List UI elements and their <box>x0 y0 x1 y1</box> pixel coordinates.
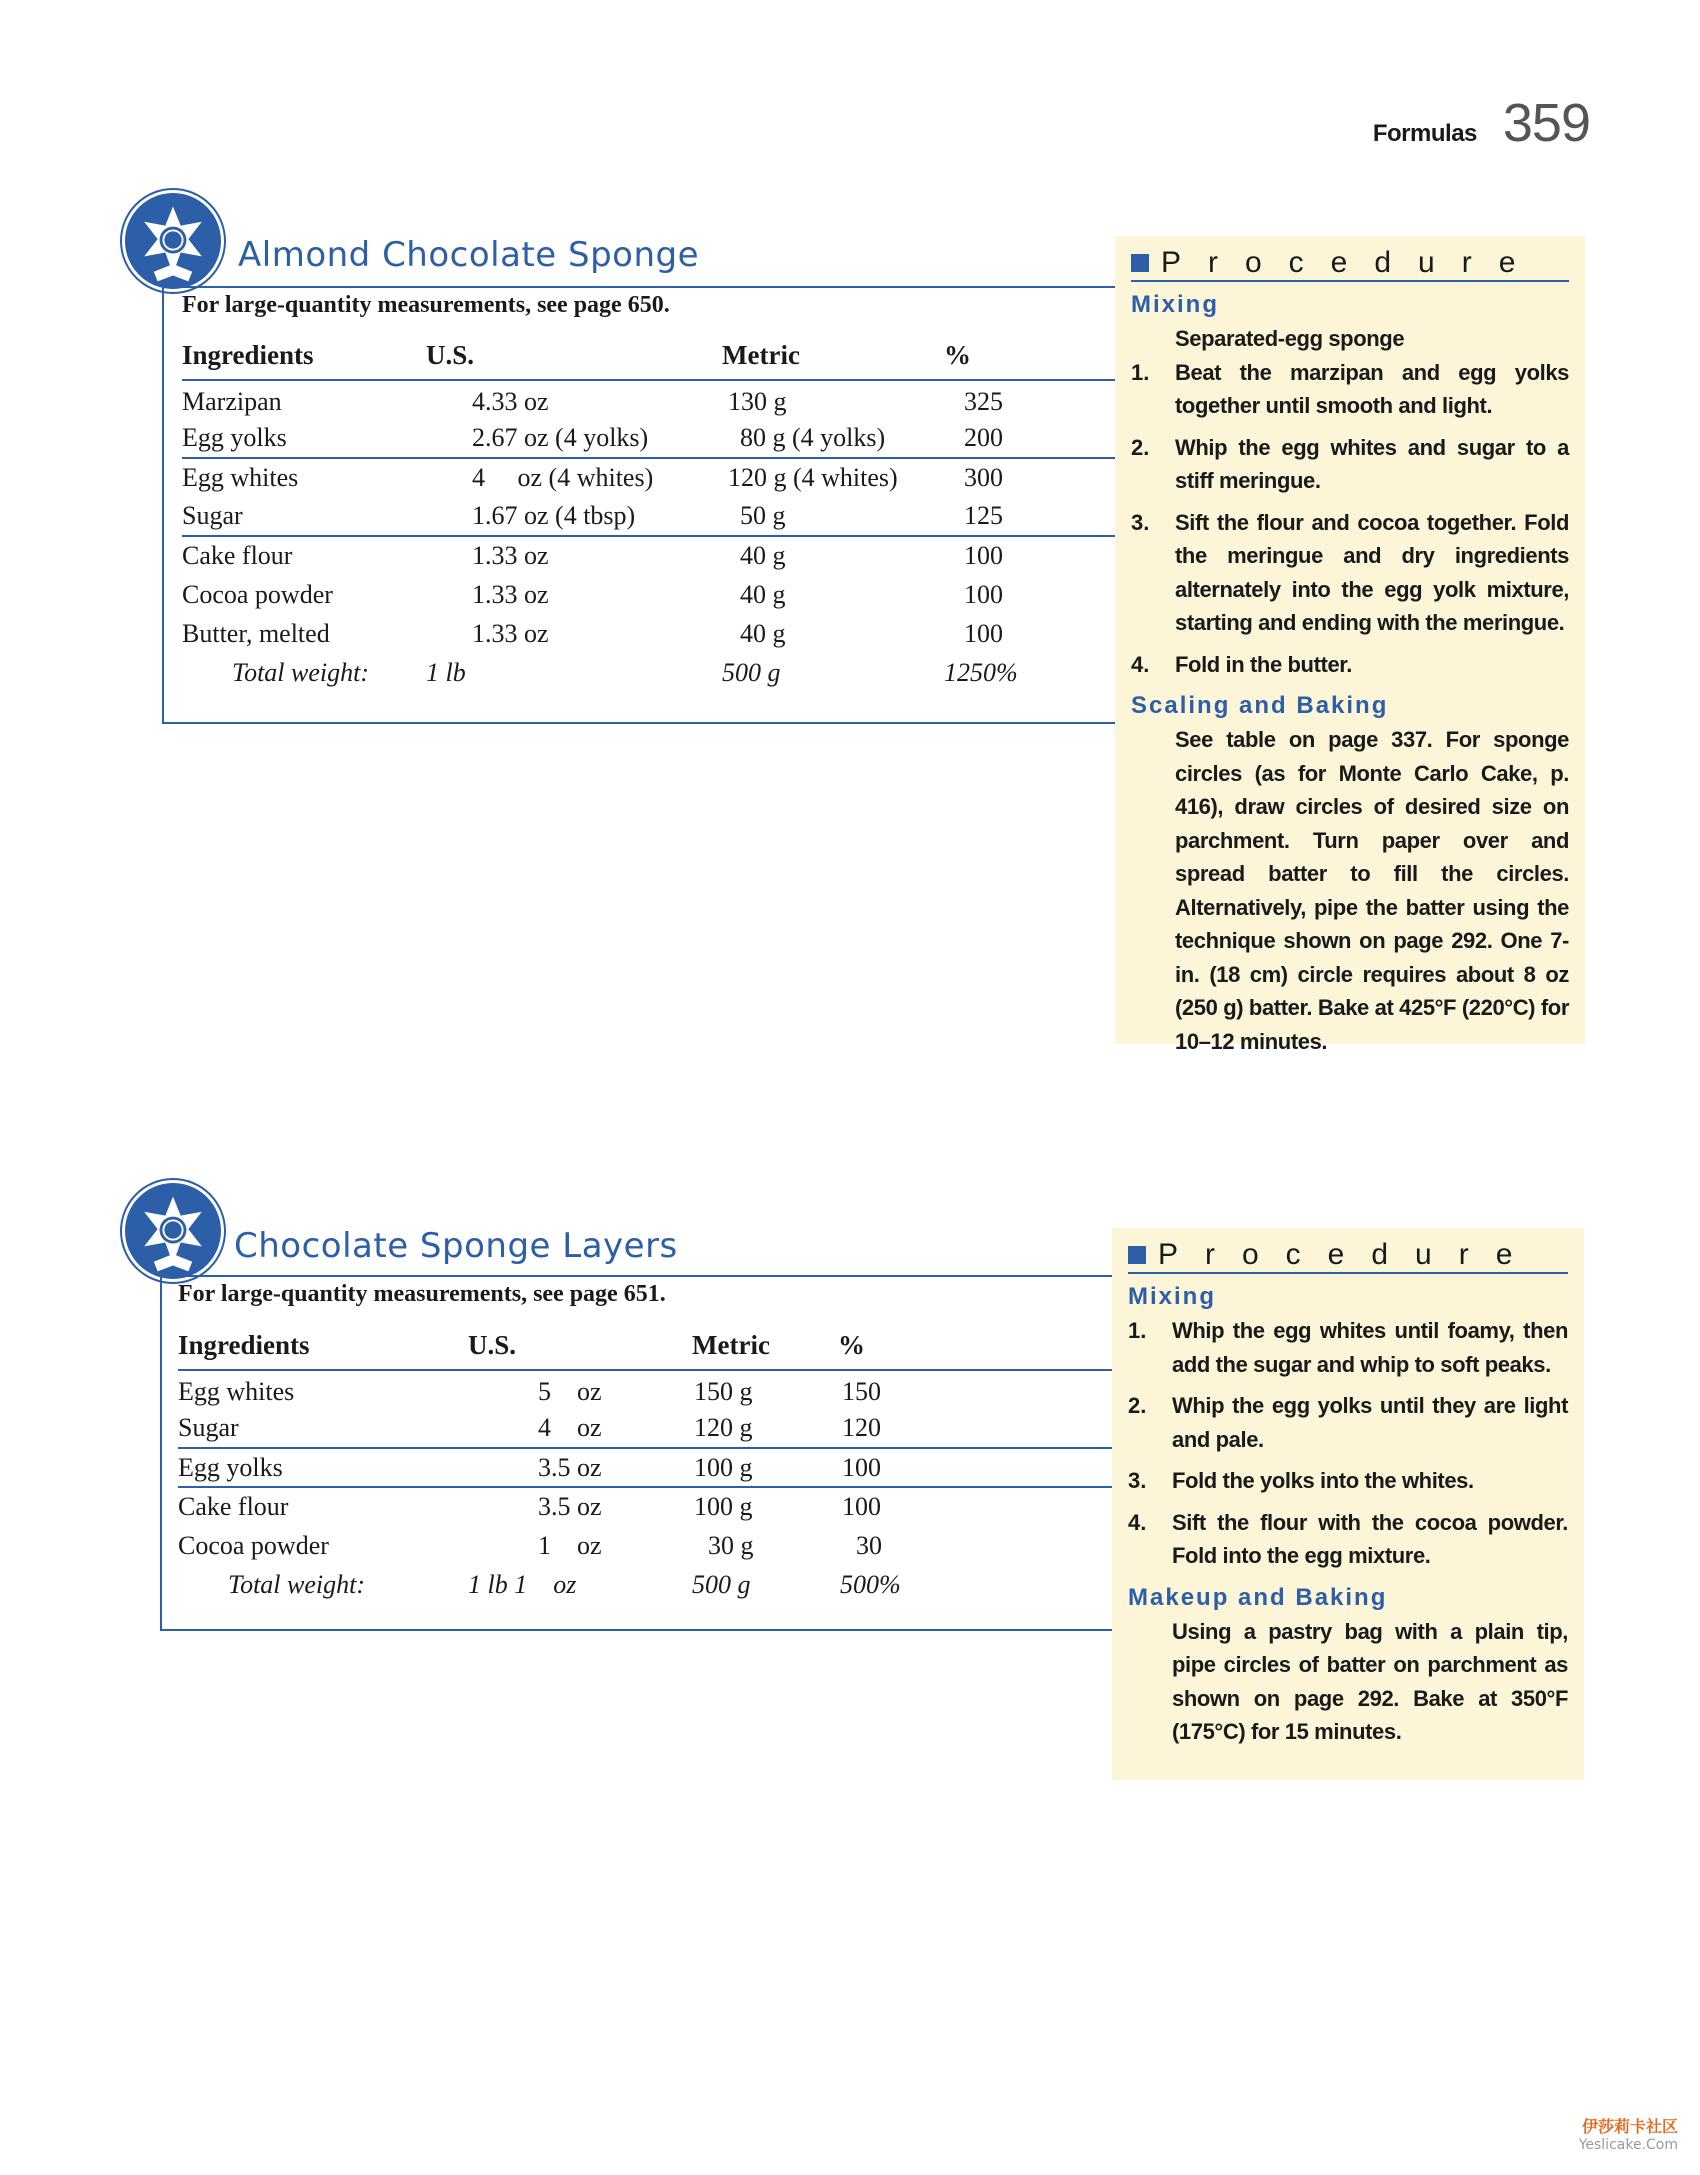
mixing-heading: Mixing <box>1131 291 1219 318</box>
ingredients-table <box>182 340 1120 692</box>
cordon-bleu-logo-icon <box>122 190 224 292</box>
table-row: Cake flour 3.5 oz 100 g 100 <box>178 1492 881 1521</box>
list-item: 2. Whip the egg whites and sugar to a stiff meringue. <box>1131 434 1569 493</box>
table-row: Butter, melted 1.33 oz 40 g 100 <box>182 618 1003 648</box>
table-row: Sugar 4 oz 120 g 120 <box>178 1409 1118 1448</box>
col-percent: % <box>838 1330 1118 1370</box>
table-row: Egg whites 4 oz (4 whites) 120 g (4 whites) 300 <box>182 463 1003 492</box>
procedure-body <box>1131 288 1569 1062</box>
col-ingredients: Ingredients <box>182 340 426 380</box>
list-item: 3. Fold the yolks into the whites. <box>1128 1468 1474 1493</box>
scaling-heading: Scaling and Baking <box>1131 692 1389 719</box>
table-header-row <box>182 340 1120 380</box>
makeup-heading: Makeup and Baking <box>1128 1583 1388 1611</box>
table-row: Egg yolks 3.5 oz 100 g 100 <box>178 1448 1118 1487</box>
list-item: 4. Sift the flour with the cocoa powder. Fold into the egg mixture. <box>1128 1509 1568 1568</box>
section-name: Formulas <box>1372 120 1477 147</box>
list-item: 3. Sift the flour and cocoa together. Fold the meringue and dry ingredients alternately into the egg yolk mixture, starting and ending with the meringue. <box>1131 509 1569 635</box>
quantity-note: For large-quantity measurements, see page 651. <box>178 1281 666 1307</box>
list-item: 2. Whip the egg yolks until they are light and pale. <box>1128 1393 1568 1452</box>
watermark-site: Yeslicake.Com <box>1578 2137 1678 2153</box>
table-row: Cocoa powder 1 oz 30 g 30 <box>178 1530 882 1560</box>
col-percent: % <box>944 340 1120 380</box>
col-us: U.S. <box>468 1330 692 1370</box>
table-row: Egg whites 5 oz 150 g 150 <box>178 1377 881 1406</box>
list-item: 1. Beat the marzipan and egg yolks together until smooth and light. <box>1131 359 1569 418</box>
list-item: 4. Fold in the butter. <box>1131 651 1352 677</box>
col-us: U.S. <box>426 340 722 380</box>
procedure-heading: Procedure <box>1128 1238 1539 1272</box>
procedure-body <box>1128 1280 1568 1753</box>
table-header-row <box>178 1330 1118 1370</box>
procedure-rule <box>1131 280 1569 282</box>
watermark <box>1579 2114 1678 2153</box>
watermark-chinese: 伊莎莉卡社区 <box>1581 2117 1678 2136</box>
procedure-rule <box>1128 1272 1568 1274</box>
col-metric: Metric <box>692 1330 838 1370</box>
table-row: Cocoa powder 1.33 oz 40 g 100 <box>182 579 1003 609</box>
quantity-note: For large-quantity measurements, see page 650. <box>182 292 670 318</box>
procedure-heading: Procedure <box>1131 246 1542 280</box>
square-bullet-icon <box>1128 1246 1146 1264</box>
running-header <box>1373 92 1590 154</box>
recipe-title: Almond Chocolate Sponge <box>238 235 700 275</box>
col-metric: Metric <box>722 340 944 380</box>
ingredients-table <box>178 1330 1118 1604</box>
table-row: Marzipan 4.33 oz 130 g 325 <box>182 387 1003 416</box>
square-bullet-icon <box>1131 254 1149 272</box>
page-number: 359 <box>1502 93 1590 153</box>
procedure-panel <box>1115 236 1585 1054</box>
cordon-bleu-logo-icon <box>122 1180 224 1282</box>
mixing-heading: Mixing <box>1128 1283 1216 1310</box>
table-row: Cake flour 1.33 oz 40 g 100 <box>182 541 1003 570</box>
scaling-text: See table on page 337. For sponge circles (as for Monte Carlo Cake, p. 416), draw circles of desired size on parchment. Turn paper over and spread batter to fill the circles. Alternatively, pipe the batter using the technique shown on page 292. One 7-in. (18 cm) circle requires about 8 oz (250 g) batter. Bake at 425°F (220°C) for 10–12 minutes. <box>1175 727 1569 1054</box>
table-row: Sugar 1.67 oz (4 tbsp) 50 g 125 <box>182 497 1120 536</box>
recipe-title: Chocolate Sponge Layers <box>234 1226 678 1266</box>
makeup-text: Using a pastry bag with a plain tip, pipe circles of batter on parchment as shown on page 292. Bake at 350°F (175°C) for 15 minutes. <box>1172 1618 1568 1744</box>
procedure-panel <box>1112 1228 1584 1780</box>
mixing-intro: Separated-egg sponge <box>1175 326 1405 351</box>
table-row: Egg yolks 2.67 oz (4 yolks) 80 g (4 yolks) 200 <box>182 419 1120 458</box>
list-item: 1. Whip the egg whites until foamy, then add the sugar and whip to soft peaks. <box>1128 1318 1568 1377</box>
total-row: Total weight: 1 lb 1 oz 500 g 500% <box>228 1569 901 1599</box>
total-row: Total weight: 1 lb 500 g 1250% <box>232 657 1018 687</box>
col-ingredients: Ingredients <box>178 1330 468 1370</box>
